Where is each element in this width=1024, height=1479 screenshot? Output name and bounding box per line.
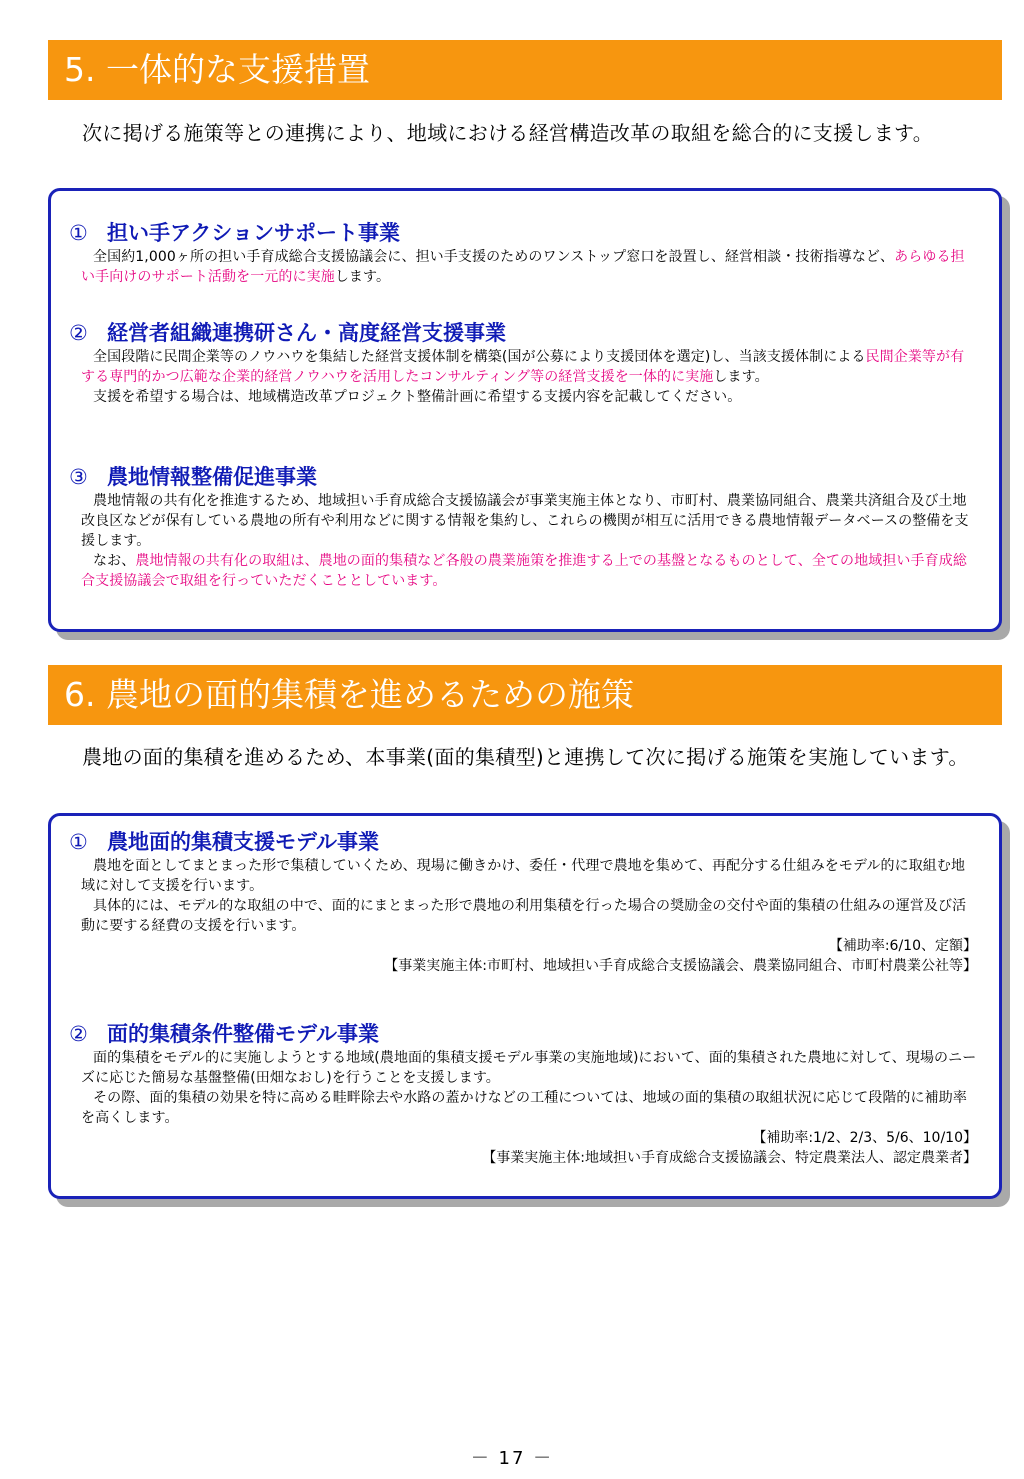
- para-tail: します。: [334, 269, 391, 285]
- item-6-2: [51, 1020, 999, 1168]
- item-title-text: 農地情報整備促進事業: [107, 465, 317, 489]
- item-paragraph: [81, 347, 977, 387]
- item-number: ①: [69, 830, 88, 854]
- section-5-box: [48, 188, 1002, 632]
- para-tail: します。: [713, 369, 769, 385]
- item-number: ③: [69, 465, 88, 489]
- item-title: [69, 1020, 999, 1048]
- item-title: [69, 463, 999, 491]
- item-5-3: [51, 463, 999, 591]
- item-number: ①: [69, 221, 88, 245]
- item-title: [69, 319, 999, 347]
- implementing-entity: 【事業実施主体:地域担い手育成総合支援協議会、特定農業法人、認定農業者】: [482, 1150, 977, 1166]
- item-paragraph: 面的集積をモデル的に実施しようとする地域(農地面的集積支援モデル事業の実施地域)において、面的集積された農地に対して、現場のニーズに応じた簡易な基盤整備(田畑なおし)を行うことを支援します。: [81, 1050, 977, 1086]
- item-title-text: 担い手アクションサポート事業: [107, 221, 400, 245]
- implementing-entity: 【事業実施主体:市町村、地域担い手育成総合支援協議会、農業協同組合、市町村農業公社等】: [384, 958, 977, 974]
- para-text: 支援を希望する場合は、地域構造改革プロジェクト整備計画に希望する支援内容を記載してください。: [93, 389, 742, 405]
- item-paragraph: [81, 551, 977, 591]
- item-paragraph: [81, 491, 977, 551]
- item-paragraph: 農地を面としてまとまった形で集積していくため、現場に働きかけ、委任・代理で農地を集めて、再配分する仕組みをモデル的に取組む地域に対して支援を行います。: [81, 858, 966, 894]
- para-text: 農地情報の共有化を推進するため、地域担い手育成総合支援協議会が事業実施主体となり、市町村、農業協同組合、農業共済組合及び土地改良区などが保有している農地の所有や利用などに関する情報を集約し、これらの機関が相互に活用できる農地情報データベースの整備を支援します。: [81, 493, 969, 549]
- para-text: 全国約1,000ヶ所の担い手育成総合支援協議会に、担い手支援のためのワンストップ窓口を設置し、経営相談・技術指導など、: [93, 249, 895, 265]
- item-5-1: [51, 219, 999, 287]
- section-5-intro: 次に掲げる施策等との連携により、地域における経営構造改革の取組を総合的に支援します。: [82, 121, 933, 145]
- item-paragraph: その際、面的集積の効果を特に高める畦畔除去や水路の蓋かけなどの工種については、地域の面的集積の取組状況に応じて段階的に補助率を高くします。: [81, 1090, 967, 1126]
- para-highlight: あらゆる担い手向けのサポート活動を一元的に実施: [81, 249, 965, 285]
- page-number: － 17 －: [470, 1448, 554, 1469]
- item-number: ②: [69, 1022, 88, 1046]
- section-6-title: 6. 農地の面的集積を進めるための施策: [48, 665, 1002, 725]
- item-title: [69, 219, 999, 247]
- subsidy-rate: 【補助率:6/10、定額】: [828, 938, 977, 954]
- item-title-text: 面的集積条件整備モデル事業: [107, 1022, 379, 1046]
- section-5-title: 5. 一体的な支援措置: [48, 40, 1002, 100]
- item-title: [69, 828, 999, 856]
- item-paragraph: 具体的には、モデル的な取組の中で、面的にまとまった形で農地の利用集積を行った場合の奨励金の交付や面的集積の仕組みの運営及び活動に要する経費の支援を行います。: [81, 898, 967, 934]
- item-number: ②: [69, 321, 88, 345]
- para-text: 全国段階に民間企業等のノウハウを集結した経営支援体制を構築(国が公募により支援団体を選定)し、当該支援体制による: [93, 349, 866, 365]
- section-6-box: [48, 813, 1002, 1199]
- section-6-intro: 農地の面的集積を進めるため、本事業(面的集積型)と連携して次に掲げる施策を実施しています。: [82, 745, 969, 769]
- item-paragraph: [81, 387, 977, 407]
- item-title-text: 農地面的集積支援モデル事業: [107, 830, 379, 854]
- item-6-1: [51, 828, 999, 976]
- item-5-2: [51, 319, 999, 407]
- subsidy-rate: 【補助率:1/2、2/3、5/6、10/10】: [752, 1130, 977, 1146]
- item-paragraph: [81, 247, 977, 287]
- para-text: なお、: [93, 553, 136, 569]
- item-title-text: 経営者組織連携研さん・高度経営支援事業: [107, 321, 506, 345]
- para-highlight: 民間企業等が有する専門的かつ広範な企業的経営ノウハウを活用したコンサルティング等の経営支援を一体的に実施: [81, 349, 965, 385]
- para-highlight: 農地情報の共有化の取組は、農地の面的集積など各般の農業施策を推進する上での基盤となるものとして、全ての地域担い手育成総合支援協議会で取組を行っていただくこととしています。: [81, 553, 967, 589]
